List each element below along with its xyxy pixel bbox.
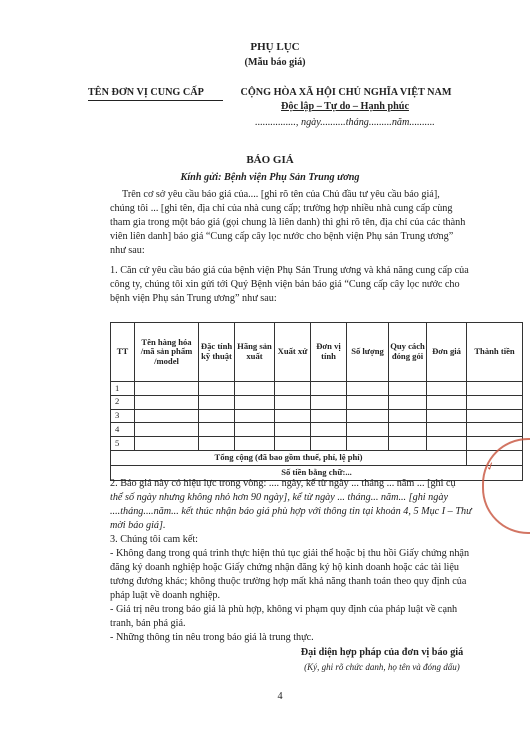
header-cell: Thành tiền bbox=[467, 323, 523, 382]
commit-line-5: - Giá trị nêu trong báo giá là phù hợp, không vi phạm quy định của pháp luật về cạnh bbox=[110, 604, 458, 615]
section2-line-1: 2. Báo giá này có hiệu lực trong vòng: .... ngày, kể từ ngày ... tháng ... năm ... [ghi cụ bbox=[110, 478, 456, 489]
intro-line-5: như sau: bbox=[110, 245, 145, 256]
intro-line-2: chúng tôi ... [ghi tên, địa chỉ của nhà cung cấp; trường hợp nhiều nhà cung cấp cùng bbox=[110, 203, 453, 214]
section2-line-2: thể số ngày nhưng không nhỏ hơn 90 ngày], kể từ ngày ... tháng... năm... [ghi ngày bbox=[110, 492, 448, 503]
table-row bbox=[111, 437, 523, 451]
table-row bbox=[111, 423, 523, 437]
document-title: BÁO GIÁ bbox=[246, 154, 294, 166]
quotation-table bbox=[110, 322, 523, 481]
signature-note: (Ký, ghi rõ chức danh, họ tên và đóng dấu) bbox=[304, 662, 460, 672]
header-cell: Đặc tính kỹ thuật bbox=[199, 323, 235, 382]
row-number: 1 bbox=[111, 382, 135, 396]
supplier-unit-name: TÊN ĐƠN VỊ CUNG CẤP bbox=[88, 86, 223, 101]
signature-title: Đại diện hợp pháp của đơn vị báo giá bbox=[300, 647, 464, 658]
section2-line-4: mời báo giá]. bbox=[110, 520, 166, 531]
row-number: 4 bbox=[111, 423, 135, 437]
commit-line-7: - Những thông tin nêu trong báo giá là trung thực. bbox=[110, 632, 314, 643]
table-header-row bbox=[111, 323, 523, 382]
commit-line-2: đăng ký doanh nghiệp hoặc Giấy chứng nhận đăng ký hộ kinh doanh hoặc các tài liệu bbox=[110, 562, 459, 573]
header-cell: Hãng sản xuất bbox=[235, 323, 275, 382]
section1-line-3: bệnh viện Phụ sản Trung ương” như sau: bbox=[110, 293, 277, 304]
country-name: CỘNG HÒA XÃ HỘI CHỦ NGHĨA VIỆT NAM bbox=[240, 87, 452, 98]
page-number: 4 bbox=[277, 691, 283, 702]
stamp-mark-icon: ✓ bbox=[484, 459, 498, 475]
row-number: 3 bbox=[111, 409, 135, 423]
national-motto: Độc lập – Tự do – Hạnh phúc bbox=[281, 101, 409, 112]
commit-line-3: tương đương khác; không thuộc trường hợp mất khả năng thanh toán theo quy định của bbox=[110, 576, 467, 587]
recipient-line: Kính gửi: Bệnh viện Phụ Sản Trung ương bbox=[180, 172, 360, 183]
intro-line-1: Trên cơ sở yêu cầu báo giá của.... [ghi rõ tên của Chủ đầu tư yêu cầu báo giá], bbox=[122, 189, 440, 200]
date-line: ................, ngày..........tháng.........năm.......... bbox=[255, 117, 435, 128]
section1-line-1: 1. Căn cứ yêu cầu báo giá của bệnh viện Phụ Sản Trung ương và khả năng cung cấp của bbox=[110, 265, 469, 276]
header-cell: Quy cách đóng gói bbox=[389, 323, 427, 382]
amount-in-words-label: Số tiền bằng chữ:... bbox=[111, 465, 523, 480]
total-row bbox=[111, 450, 523, 465]
intro-line-3: tham gia trong một báo giá (gọi chung là liên danh) thì ghi rõ tên, địa chỉ của các thành bbox=[110, 217, 466, 228]
header-cell: Đơn giá bbox=[427, 323, 467, 382]
table-row bbox=[111, 395, 523, 409]
commit-line-6: tranh, bán phá giá. bbox=[110, 618, 186, 629]
commit-line-1: - Không đang trong quá trình thực hiện thủ tục giải thể hoặc bị thu hồi Giấy chứng nhận bbox=[110, 548, 470, 559]
appendix-subtitle: (Mẫu báo giá) bbox=[244, 57, 306, 68]
appendix-title: PHỤ LỤC bbox=[250, 41, 300, 53]
total-label: Tổng cộng (đã bao gồm thuế, phí, lệ phí) bbox=[111, 450, 467, 465]
section3-title: 3. Chúng tôi cam kết: bbox=[110, 534, 198, 545]
section1-line-2: công ty, chúng tôi xin gửi tới Quý Bệnh viện bản báo giá “Cung cấp cây lọc nước cho bbox=[110, 279, 460, 290]
section2-line-3: ....tháng....năm... kết thúc nhận báo giá phù hợp với thông tin tại khoản 4, 5 Mục I – Thư bbox=[110, 506, 472, 517]
commit-line-4: pháp luật về doanh nghiệp. bbox=[110, 590, 221, 601]
table-row bbox=[111, 382, 523, 396]
row-number: 5 bbox=[111, 437, 135, 451]
header-cell: TT bbox=[111, 323, 135, 382]
header-cell: Đơn vị tính bbox=[311, 323, 347, 382]
header-cell: Xuất xứ bbox=[275, 323, 311, 382]
row-number: 2 bbox=[111, 395, 135, 409]
header-cell: Số lượng bbox=[347, 323, 389, 382]
header-cell: Tên hàng hóa /mã sản phẩm /model bbox=[135, 323, 199, 382]
intro-line-4: viên liên danh] báo giá “Cung cấp cây lọc nước cho bệnh viện Phụ sản Trung ương” bbox=[110, 231, 454, 242]
table-row bbox=[111, 409, 523, 423]
